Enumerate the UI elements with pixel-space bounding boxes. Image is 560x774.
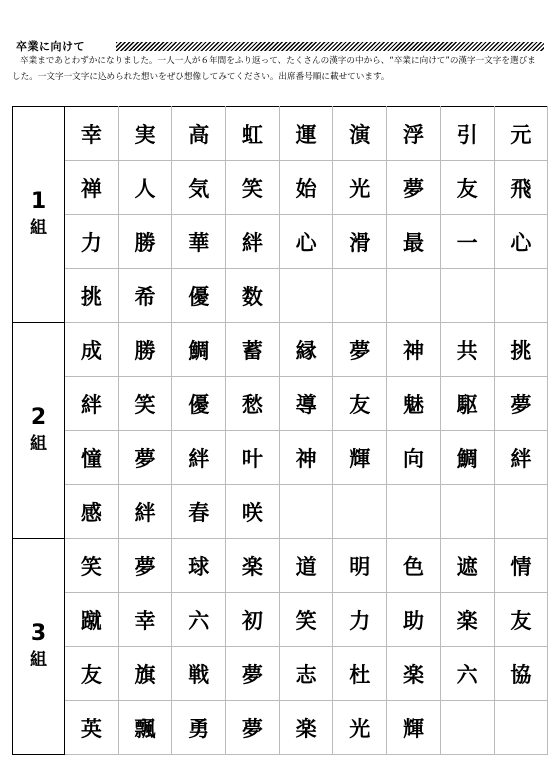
kanji-cell: 杜: [333, 647, 387, 701]
kanji-cell: 友: [333, 377, 387, 431]
kanji-cell: 勇: [172, 701, 226, 755]
kanji-cell: [387, 485, 441, 539]
grid-row: [13, 323, 548, 377]
kanji-cell: 虹: [226, 107, 280, 161]
kanji-cell: 憧: [65, 431, 119, 485]
kanji-cell: 夢: [226, 647, 280, 701]
grid-row: [13, 431, 548, 485]
kanji-cell: 絆: [172, 431, 226, 485]
kanji-cell: 導: [279, 377, 333, 431]
kanji-cell: 神: [387, 323, 441, 377]
kanji-cell: 禅: [65, 161, 119, 215]
kanji-cell: 始: [279, 161, 333, 215]
kanji-cell: 六: [440, 647, 494, 701]
kanji-cell: 助: [387, 593, 441, 647]
kanji-cell: 力: [333, 593, 387, 647]
kanji-cell: 友: [440, 161, 494, 215]
kanji-cell: 夢: [333, 323, 387, 377]
kanji-cell: 数: [226, 269, 280, 323]
kanji-cell: 楽: [279, 701, 333, 755]
class-suffix: 組: [30, 649, 47, 670]
kanji-cell: 笑: [118, 377, 172, 431]
intro-paragraph: 卒業まであとわずかになりました。一人一人が６年間をふり返って、たくさんの漢字の中から、“卒業に向けて”の漢字一文字を選びました。一文字一文字に込められた想いをぜひ想像してみてください。出席番号順に載せています。: [12, 56, 536, 82]
kanji-cell: 勝: [118, 215, 172, 269]
kanji-cell: 友: [494, 593, 548, 647]
kanji-cell: 魅: [387, 377, 441, 431]
kanji-cell: 笑: [226, 161, 280, 215]
grid-row: [13, 377, 548, 431]
kanji-cell: 演: [333, 107, 387, 161]
kanji-cell: 愁: [226, 377, 280, 431]
kanji-cell: 戦: [172, 647, 226, 701]
grid-row: [13, 701, 548, 755]
kanji-cell: 引: [440, 107, 494, 161]
kanji-cell: 情: [494, 539, 548, 593]
kanji-table: [12, 106, 548, 755]
kanji-cell: 優: [172, 269, 226, 323]
kanji-cell: 光: [333, 701, 387, 755]
class-label: [13, 323, 65, 539]
kanji-cell: 光: [333, 161, 387, 215]
kanji-cell: [494, 485, 548, 539]
kanji-cell: 夢: [118, 431, 172, 485]
kanji-cell: 飄: [118, 701, 172, 755]
kanji-cell: 絆: [65, 377, 119, 431]
kanji-cell: 叶: [226, 431, 280, 485]
kanji-cell: 初: [226, 593, 280, 647]
grid-row: [13, 485, 548, 539]
kanji-cell: 明: [333, 539, 387, 593]
kanji-cell: 春: [172, 485, 226, 539]
grid-row: [13, 593, 548, 647]
kanji-cell: 向: [387, 431, 441, 485]
kanji-cell: 六: [172, 593, 226, 647]
kanji-cell: 蹴: [65, 593, 119, 647]
kanji-cell: 楽: [226, 539, 280, 593]
kanji-cell: 人: [118, 161, 172, 215]
kanji-cell: 夢: [226, 701, 280, 755]
kanji-cell: 絆: [118, 485, 172, 539]
kanji-cell: 夢: [494, 377, 548, 431]
kanji-cell: 輝: [387, 701, 441, 755]
kanji-cell: 鯛: [172, 323, 226, 377]
kanji-cell: 飛: [494, 161, 548, 215]
kanji-cell: 球: [172, 539, 226, 593]
kanji-cell: 楽: [440, 593, 494, 647]
kanji-cell: 力: [65, 215, 119, 269]
class-label: [13, 107, 65, 323]
kanji-cell: 縁: [279, 323, 333, 377]
kanji-cell: [279, 485, 333, 539]
kanji-cell: 輝: [333, 431, 387, 485]
kanji-grid-container: [12, 106, 548, 755]
kanji-cell: 絆: [494, 431, 548, 485]
class-label: [13, 539, 65, 755]
kanji-cell: 絆: [226, 215, 280, 269]
kanji-cell: 鯛: [440, 431, 494, 485]
kanji-cell: [494, 269, 548, 323]
kanji-cell: 希: [118, 269, 172, 323]
kanji-cell: 蓄: [226, 323, 280, 377]
kanji-cell: 華: [172, 215, 226, 269]
decorative-hatch-bar: [116, 42, 544, 51]
kanji-cell: 友: [65, 647, 119, 701]
kanji-cell: 心: [494, 215, 548, 269]
kanji-cell: 浮: [387, 107, 441, 161]
kanji-cell: 夢: [387, 161, 441, 215]
grid-row: [13, 215, 548, 269]
kanji-cell: 挑: [65, 269, 119, 323]
kanji-cell: 遮: [440, 539, 494, 593]
kanji-cell: 気: [172, 161, 226, 215]
grid-row: [13, 161, 548, 215]
kanji-cell: 神: [279, 431, 333, 485]
kanji-cell: 滑: [333, 215, 387, 269]
kanji-cell: 優: [172, 377, 226, 431]
kanji-cell: 一: [440, 215, 494, 269]
kanji-cell: 幸: [65, 107, 119, 161]
kanji-cell: 夢: [118, 539, 172, 593]
kanji-cell: 勝: [118, 323, 172, 377]
grid-row: [13, 647, 548, 701]
kanji-cell: [387, 269, 441, 323]
kanji-cell: 最: [387, 215, 441, 269]
kanji-cell: 楽: [387, 647, 441, 701]
kanji-cell: 英: [65, 701, 119, 755]
kanji-cell: 高: [172, 107, 226, 161]
kanji-cell: [333, 485, 387, 539]
grid-row: [13, 539, 548, 593]
kanji-cell: 駆: [440, 377, 494, 431]
class-number: 1: [30, 188, 47, 214]
kanji-cell: 咲: [226, 485, 280, 539]
page-title: 卒業に向けて: [16, 40, 85, 53]
kanji-cell: 元: [494, 107, 548, 161]
grid-row: [13, 107, 548, 161]
kanji-cell: 実: [118, 107, 172, 161]
grid-row: [13, 269, 548, 323]
kanji-cell: 笑: [65, 539, 119, 593]
kanji-cell: 協: [494, 647, 548, 701]
class-number: 3: [30, 620, 47, 646]
kanji-cell: [440, 269, 494, 323]
kanji-cell: 成: [65, 323, 119, 377]
kanji-cell: 挑: [494, 323, 548, 377]
kanji-cell: 運: [279, 107, 333, 161]
kanji-cell: 共: [440, 323, 494, 377]
kanji-cell: [440, 485, 494, 539]
kanji-cell: [440, 701, 494, 755]
class-suffix: 組: [30, 433, 47, 454]
kanji-cell: 幸: [118, 593, 172, 647]
kanji-cell: 志: [279, 647, 333, 701]
kanji-cell: [333, 269, 387, 323]
kanji-cell: 道: [279, 539, 333, 593]
kanji-cell: [494, 701, 548, 755]
kanji-cell: 旗: [118, 647, 172, 701]
kanji-cell: 色: [387, 539, 441, 593]
kanji-cell: 笑: [279, 593, 333, 647]
class-suffix: 組: [30, 217, 47, 238]
kanji-cell: 心: [279, 215, 333, 269]
class-number: 2: [30, 404, 47, 430]
kanji-cell: 感: [65, 485, 119, 539]
kanji-cell: [279, 269, 333, 323]
